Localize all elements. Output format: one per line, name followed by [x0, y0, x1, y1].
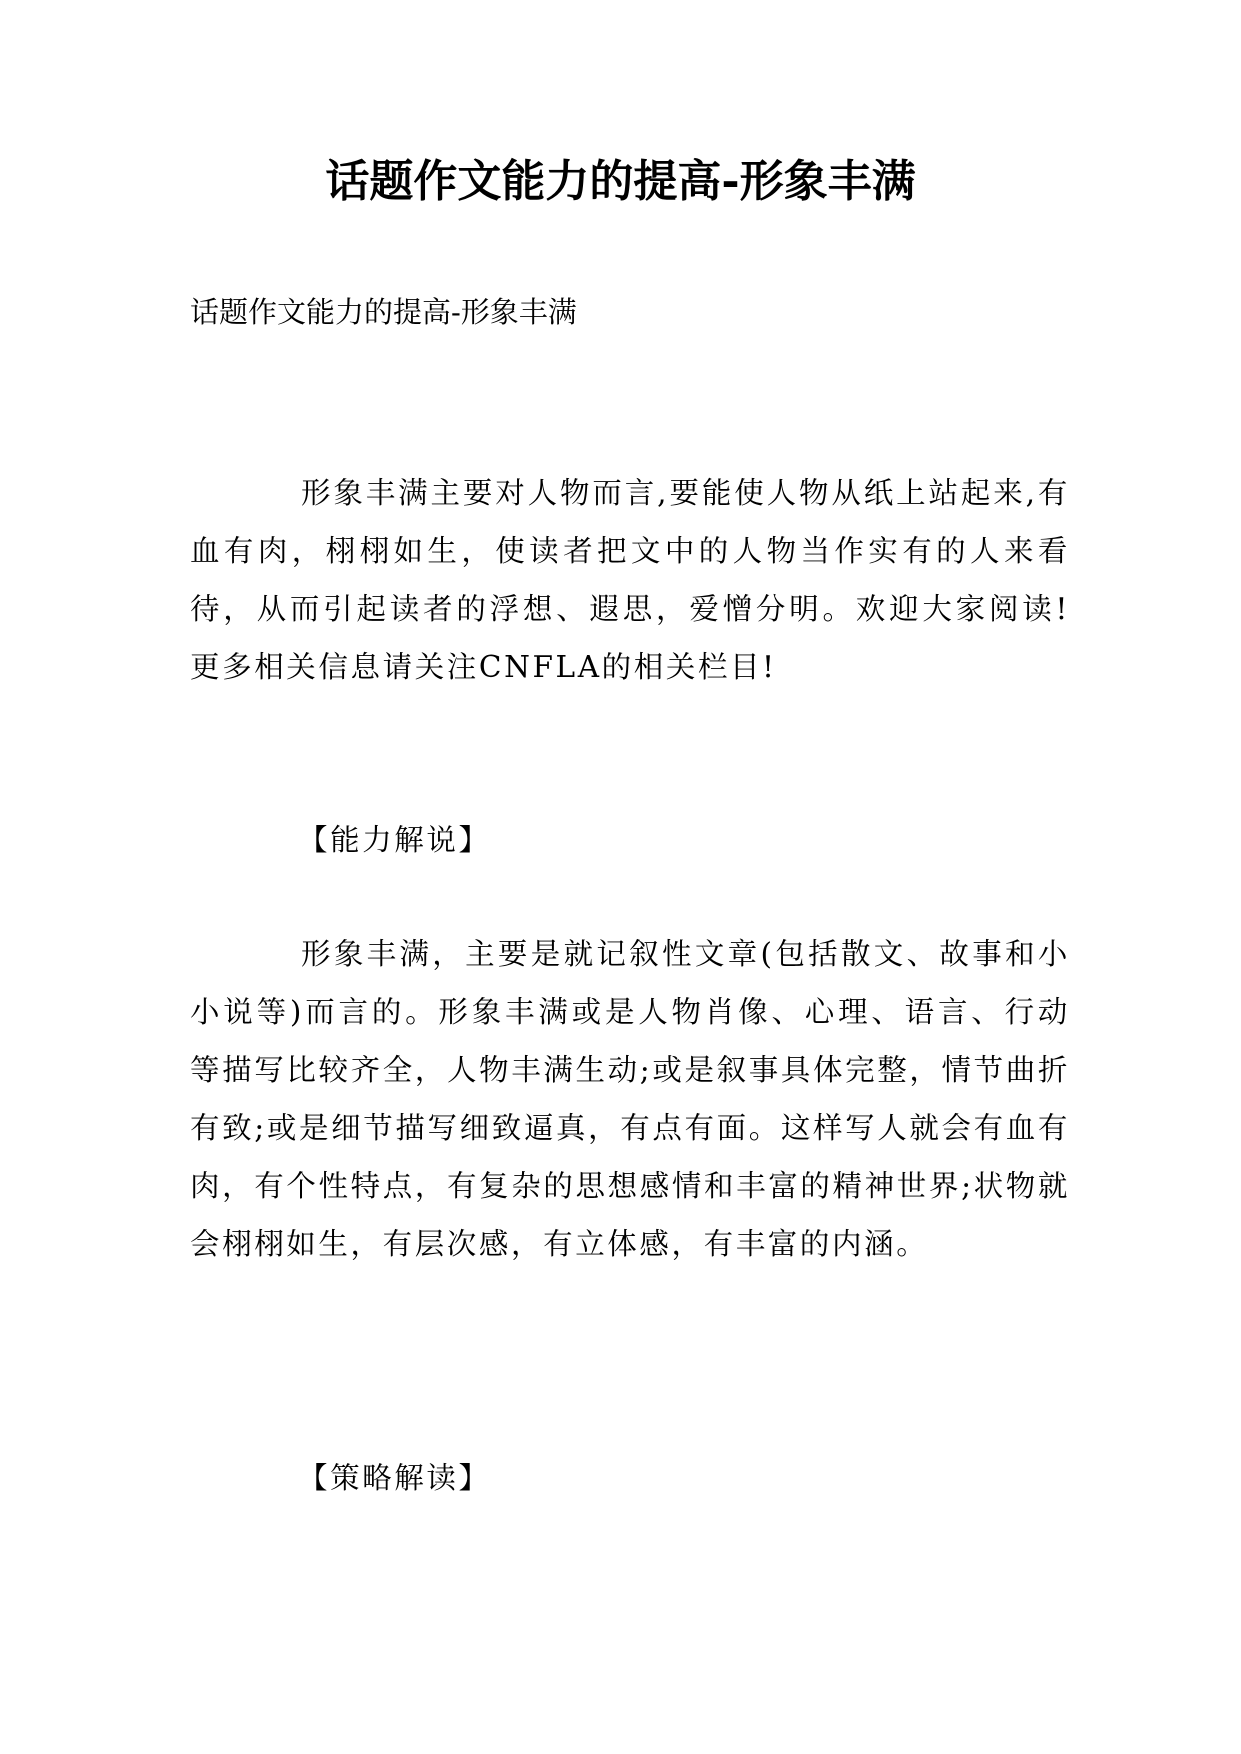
intro-paragraph: 形象丰满主要对人物而言,要能使人物从纸上站起来,有血有肉，栩栩如生，使读者把文中的人物当作实有的人来看待，从而引起读者的浮想、遐思，爱憎分明。欢迎大家阅读!更多相关信息请关注CNFLA的相关栏目!	[190, 476, 1070, 684]
section-heading-ability: 【能力解说】	[298, 823, 491, 857]
ability-paragraph: 形象丰满，主要是就记叙性文章(包括散文、故事和小小说等)而言的。形象丰满或是人物肖像、心理、语言、行动等描写比较齐全，人物丰满生动;或是叙事具体完整，情节曲折有致;或是细节描写细致逼真，有点有面。这样写人就会有血有肉，有个性特点，有复杂的思想感情和丰富的精神世界;状物就会栩栩如生，有层次感，有立体感，有丰富的内涵。	[190, 937, 1070, 1261]
document-title: 话题作文能力的提高-形象丰满	[325, 156, 916, 207]
document-subtitle: 话题作文能力的提高-形象丰满	[190, 295, 577, 329]
section-heading-strategy: 【策略解读】	[298, 1461, 491, 1495]
